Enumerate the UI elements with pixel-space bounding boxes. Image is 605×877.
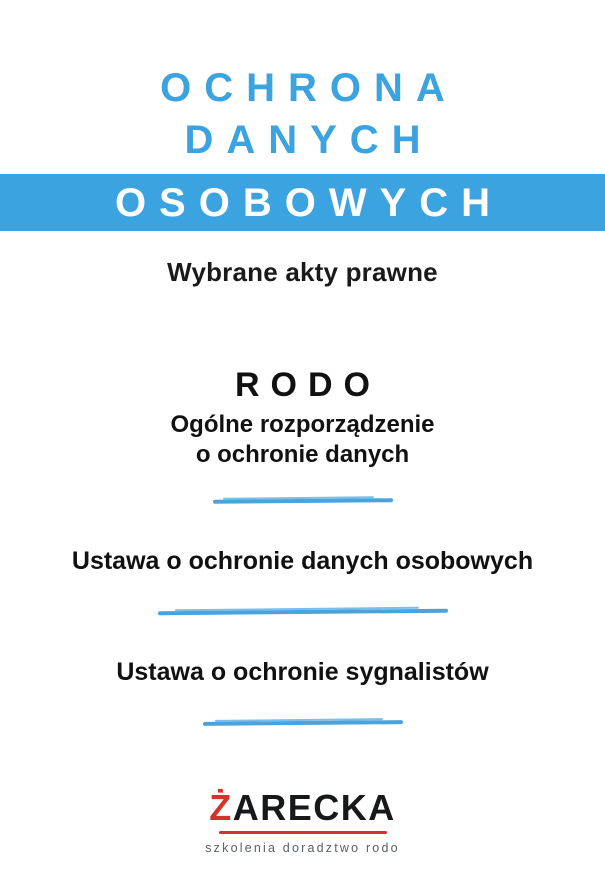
logo-underline bbox=[219, 831, 387, 834]
title-banner bbox=[0, 174, 605, 231]
poster-title-block bbox=[0, 0, 605, 231]
title-line-danych: DANYCH bbox=[184, 118, 434, 162]
brush-stroke-divider-icon bbox=[203, 718, 403, 727]
logo-rest: ARECKA bbox=[232, 787, 396, 828]
poster-subtitle: Wybrane akty prawne bbox=[167, 257, 438, 287]
section-ustawa-ochrona-danych-heading: Ustawa o ochronie danych osobowych bbox=[71, 547, 534, 575]
logo-tagline: szkolenia doradztwo rodo bbox=[205, 841, 400, 855]
section-rodo-heading: RODO bbox=[235, 366, 381, 404]
section-rodo bbox=[0, 364, 605, 505]
spacer bbox=[0, 616, 605, 656]
title-line-osobowych: OSOBOWYCH bbox=[114, 180, 504, 225]
section-ustawa-ochrona-danych bbox=[0, 545, 605, 616]
section-ustawa-sygnalisci-heading: Ustawa o ochronie sygnalistów bbox=[116, 658, 489, 686]
brand-logo bbox=[0, 788, 605, 855]
spacer bbox=[0, 505, 605, 545]
sections-list bbox=[0, 364, 605, 727]
logo-initial: Ż bbox=[209, 787, 233, 828]
logo-wordmark bbox=[209, 788, 396, 828]
title-line-ochrona: OCHRONA bbox=[160, 66, 458, 110]
section-rodo-subline-1: Ogólne rozporządzenie bbox=[170, 411, 435, 438]
brush-stroke-divider-icon bbox=[158, 607, 448, 616]
section-rodo-subline-2: o ochronie danych bbox=[195, 441, 410, 468]
brush-stroke-divider-icon bbox=[213, 496, 393, 505]
section-ustawa-sygnalisci bbox=[0, 656, 605, 727]
